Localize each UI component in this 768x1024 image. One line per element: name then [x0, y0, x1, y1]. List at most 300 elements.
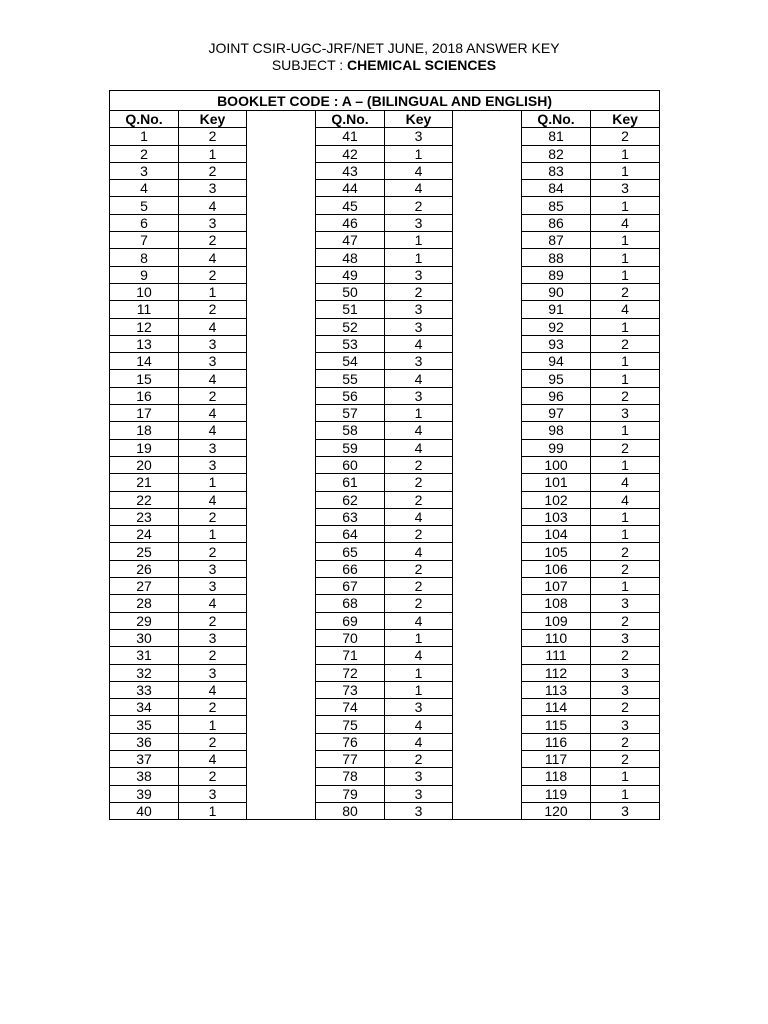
- column-gap: [453, 560, 522, 577]
- table-row: [110, 387, 660, 404]
- question-number: 110: [522, 629, 591, 646]
- answer-key: 3: [179, 439, 247, 456]
- answer-key: 3: [179, 664, 247, 681]
- question-number: 68: [316, 595, 385, 612]
- question-number: 120: [522, 802, 591, 819]
- question-number: 58: [316, 422, 385, 439]
- answer-key: 4: [385, 180, 453, 197]
- question-number: 113: [522, 681, 591, 698]
- question-number: 38: [110, 768, 179, 785]
- answer-key: 1: [179, 802, 247, 819]
- table-row: [110, 508, 660, 525]
- answer-key: 2: [179, 387, 247, 404]
- answer-key: 2: [179, 508, 247, 525]
- answer-key: 3: [179, 335, 247, 352]
- answer-key: 2: [591, 439, 660, 456]
- answer-key: 3: [385, 266, 453, 283]
- table-row: [110, 439, 660, 456]
- column-gap: [453, 162, 522, 179]
- column-header-qno: Q.No.: [110, 111, 179, 128]
- question-number: 95: [522, 370, 591, 387]
- column-gap: [247, 474, 316, 491]
- question-number: 45: [316, 197, 385, 214]
- answer-key: 4: [385, 733, 453, 750]
- question-number: 57: [316, 405, 385, 422]
- answer-key: 4: [385, 335, 453, 352]
- answer-key: 2: [179, 266, 247, 283]
- answer-key: 3: [591, 180, 660, 197]
- column-gap: [247, 301, 316, 318]
- column-gap: [247, 111, 316, 128]
- answer-key: 2: [385, 456, 453, 473]
- question-number: 76: [316, 733, 385, 750]
- question-number: 39: [110, 785, 179, 802]
- column-gap: [453, 353, 522, 370]
- table-row: [110, 699, 660, 716]
- column-gap: [247, 439, 316, 456]
- column-gap: [453, 439, 522, 456]
- answer-key: 2: [385, 750, 453, 767]
- answer-rows: [110, 128, 660, 820]
- question-number: 112: [522, 664, 591, 681]
- answer-key: 2: [591, 647, 660, 664]
- answer-key: 4: [179, 595, 247, 612]
- column-gap: [247, 578, 316, 595]
- column-gap: [247, 491, 316, 508]
- answer-key: 4: [385, 716, 453, 733]
- column-gap: [453, 232, 522, 249]
- table-row: [110, 750, 660, 767]
- question-number: 7: [110, 232, 179, 249]
- answer-key: 1: [385, 249, 453, 266]
- question-number: 25: [110, 543, 179, 560]
- column-gap: [247, 595, 316, 612]
- answer-key: 1: [385, 145, 453, 162]
- question-number: 79: [316, 785, 385, 802]
- question-number: 24: [110, 526, 179, 543]
- answer-key: 1: [385, 681, 453, 698]
- question-number: 82: [522, 145, 591, 162]
- question-number: 36: [110, 733, 179, 750]
- question-number: 37: [110, 750, 179, 767]
- question-number: 1: [110, 128, 179, 145]
- answer-key: 3: [385, 699, 453, 716]
- question-number: 59: [316, 439, 385, 456]
- column-gap: [453, 111, 522, 128]
- answer-key: 1: [591, 162, 660, 179]
- column-gap: [247, 526, 316, 543]
- question-number: 28: [110, 595, 179, 612]
- answer-key: 2: [591, 283, 660, 300]
- question-number: 51: [316, 301, 385, 318]
- column-gap: [247, 214, 316, 231]
- column-gap: [453, 802, 522, 819]
- column-gap: [247, 318, 316, 335]
- answer-key: 1: [591, 785, 660, 802]
- column-gap: [453, 612, 522, 629]
- column-gap: [247, 266, 316, 283]
- answer-key: 2: [591, 612, 660, 629]
- answer-key: 2: [179, 232, 247, 249]
- question-number: 115: [522, 716, 591, 733]
- answer-key: 1: [591, 266, 660, 283]
- answer-key: 3: [591, 405, 660, 422]
- answer-key: 2: [385, 283, 453, 300]
- question-number: 107: [522, 578, 591, 595]
- answer-key: 4: [179, 491, 247, 508]
- answer-key: 1: [591, 353, 660, 370]
- table-row: [110, 612, 660, 629]
- table-row: [110, 335, 660, 352]
- answer-key: 1: [591, 370, 660, 387]
- answer-key: 2: [179, 647, 247, 664]
- answer-key: 1: [591, 232, 660, 249]
- question-number: 75: [316, 716, 385, 733]
- column-gap: [247, 750, 316, 767]
- answer-key: 3: [179, 456, 247, 473]
- question-number: 71: [316, 647, 385, 664]
- question-number: 60: [316, 456, 385, 473]
- table-row: [110, 768, 660, 785]
- answer-key: 2: [385, 197, 453, 214]
- question-number: 54: [316, 353, 385, 370]
- answer-key: 2: [385, 491, 453, 508]
- table-row: [110, 128, 660, 145]
- column-gap: [247, 456, 316, 473]
- table-row: [110, 664, 660, 681]
- table-row: [110, 180, 660, 197]
- question-number: 83: [522, 162, 591, 179]
- column-gap: [453, 526, 522, 543]
- column-gap: [247, 681, 316, 698]
- column-gap: [453, 387, 522, 404]
- table-row: [110, 526, 660, 543]
- answer-key: 1: [385, 664, 453, 681]
- column-gap: [247, 612, 316, 629]
- question-number: 119: [522, 785, 591, 802]
- column-gap: [453, 681, 522, 698]
- column-gap: [247, 543, 316, 560]
- question-number: 53: [316, 335, 385, 352]
- answer-key: 3: [385, 214, 453, 231]
- answer-key: 2: [179, 733, 247, 750]
- question-number: 26: [110, 560, 179, 577]
- booklet-code-title: BOOKLET CODE : A – (BILINGUAL AND ENGLISH): [110, 91, 660, 111]
- column-gap: [247, 664, 316, 681]
- question-number: 90: [522, 283, 591, 300]
- answer-key: 4: [385, 422, 453, 439]
- answer-key: 2: [591, 750, 660, 767]
- column-gap: [453, 128, 522, 145]
- document-title: JOINT CSIR-UGC-JRF/NET JUNE, 2018 ANSWER KEY: [208, 40, 560, 56]
- question-number: 21: [110, 474, 179, 491]
- question-number: 88: [522, 249, 591, 266]
- answer-key: 2: [385, 560, 453, 577]
- answer-key: 3: [385, 128, 453, 145]
- question-number: 47: [316, 232, 385, 249]
- question-number: 103: [522, 508, 591, 525]
- answer-key: 1: [591, 145, 660, 162]
- answer-key: 4: [179, 318, 247, 335]
- answer-key: 2: [179, 699, 247, 716]
- answer-key: 4: [385, 370, 453, 387]
- answer-key: 1: [385, 405, 453, 422]
- column-gap: [247, 335, 316, 352]
- table-row: [110, 802, 660, 819]
- question-number: 12: [110, 318, 179, 335]
- column-gap: [453, 335, 522, 352]
- table-row: [110, 595, 660, 612]
- question-number: 18: [110, 422, 179, 439]
- table-row: [110, 197, 660, 214]
- column-gap: [247, 733, 316, 750]
- answer-key: 4: [179, 750, 247, 767]
- column-header-key: Key: [385, 111, 453, 128]
- question-number: 85: [522, 197, 591, 214]
- column-gap: [247, 370, 316, 387]
- answer-key-table: [109, 90, 660, 820]
- document-header: [0, 40, 768, 74]
- column-gap: [247, 249, 316, 266]
- answer-key: 4: [591, 491, 660, 508]
- column-gap: [453, 474, 522, 491]
- column-gap: [247, 353, 316, 370]
- table-row: [110, 474, 660, 491]
- answer-key: 2: [179, 128, 247, 145]
- column-gap: [453, 180, 522, 197]
- question-number: 104: [522, 526, 591, 543]
- question-number: 62: [316, 491, 385, 508]
- question-number: 117: [522, 750, 591, 767]
- question-number: 108: [522, 595, 591, 612]
- question-number: 65: [316, 543, 385, 560]
- column-gap: [247, 768, 316, 785]
- question-number: 10: [110, 283, 179, 300]
- question-number: 94: [522, 353, 591, 370]
- answer-key: 2: [385, 526, 453, 543]
- answer-key: 3: [385, 785, 453, 802]
- question-number: 50: [316, 283, 385, 300]
- column-gap: [453, 301, 522, 318]
- column-gap: [247, 162, 316, 179]
- column-gap: [247, 387, 316, 404]
- question-number: 102: [522, 491, 591, 508]
- question-number: 100: [522, 456, 591, 473]
- question-number: 42: [316, 145, 385, 162]
- question-number: 97: [522, 405, 591, 422]
- table-row: [110, 422, 660, 439]
- column-gap: [453, 283, 522, 300]
- answer-key: 2: [179, 768, 247, 785]
- question-number: 96: [522, 387, 591, 404]
- question-number: 81: [522, 128, 591, 145]
- table-row: [110, 733, 660, 750]
- answer-key: 3: [385, 802, 453, 819]
- column-gap: [247, 802, 316, 819]
- answer-key: 3: [591, 629, 660, 646]
- question-number: 43: [316, 162, 385, 179]
- answer-key: 3: [591, 681, 660, 698]
- table-row: [110, 214, 660, 231]
- question-number: 74: [316, 699, 385, 716]
- question-number: 17: [110, 405, 179, 422]
- question-number: 87: [522, 232, 591, 249]
- column-gap: [453, 543, 522, 560]
- answer-key: 1: [179, 716, 247, 733]
- column-header-qno: Q.No.: [522, 111, 591, 128]
- answer-key: 1: [179, 526, 247, 543]
- table-row: [110, 405, 660, 422]
- question-number: 72: [316, 664, 385, 681]
- answer-key: 3: [179, 180, 247, 197]
- column-gap: [247, 785, 316, 802]
- answer-key: 2: [385, 474, 453, 491]
- column-gap: [247, 405, 316, 422]
- answer-key: 1: [591, 526, 660, 543]
- column-gap: [247, 629, 316, 646]
- column-gap: [453, 578, 522, 595]
- column-gap: [453, 197, 522, 214]
- answer-key: 4: [591, 214, 660, 231]
- question-number: 32: [110, 664, 179, 681]
- answer-key: 1: [591, 318, 660, 335]
- question-number: 55: [316, 370, 385, 387]
- column-gap: [453, 214, 522, 231]
- answer-key: 3: [385, 387, 453, 404]
- question-number: 63: [316, 508, 385, 525]
- answer-key: 1: [591, 422, 660, 439]
- question-number: 2: [110, 145, 179, 162]
- question-number: 14: [110, 353, 179, 370]
- column-gap: [453, 370, 522, 387]
- column-gap: [453, 145, 522, 162]
- table-row: [110, 249, 660, 266]
- answer-key: 1: [179, 474, 247, 491]
- question-number: 5: [110, 197, 179, 214]
- table-row: [110, 629, 660, 646]
- answer-key: 1: [179, 283, 247, 300]
- question-number: 73: [316, 681, 385, 698]
- question-number: 49: [316, 266, 385, 283]
- column-gap: [453, 491, 522, 508]
- question-number: 78: [316, 768, 385, 785]
- question-number: 22: [110, 491, 179, 508]
- answer-key: 4: [385, 647, 453, 664]
- answer-key: 3: [385, 768, 453, 785]
- question-number: 27: [110, 578, 179, 595]
- column-gap: [453, 699, 522, 716]
- question-number: 13: [110, 335, 179, 352]
- answer-key: 1: [591, 197, 660, 214]
- question-number: 23: [110, 508, 179, 525]
- answer-key: 4: [385, 439, 453, 456]
- question-number: 30: [110, 629, 179, 646]
- answer-key: 2: [591, 543, 660, 560]
- column-gap: [453, 664, 522, 681]
- answer-key: 3: [591, 716, 660, 733]
- question-number: 111: [522, 647, 591, 664]
- table-row: [110, 491, 660, 508]
- question-number: 91: [522, 301, 591, 318]
- answer-key: 2: [385, 595, 453, 612]
- answer-key: 2: [591, 335, 660, 352]
- answer-key: 1: [591, 578, 660, 595]
- answer-key: 4: [385, 612, 453, 629]
- answer-key: 2: [591, 699, 660, 716]
- question-number: 116: [522, 733, 591, 750]
- question-number: 31: [110, 647, 179, 664]
- answer-key: 4: [179, 370, 247, 387]
- answer-key: 1: [591, 768, 660, 785]
- column-gap: [453, 318, 522, 335]
- question-number: 41: [316, 128, 385, 145]
- answer-key: 3: [179, 353, 247, 370]
- column-header-key: Key: [591, 111, 660, 128]
- question-number: 114: [522, 699, 591, 716]
- table-row: [110, 578, 660, 595]
- answer-key: 3: [591, 664, 660, 681]
- question-number: 11: [110, 301, 179, 318]
- question-number: 20: [110, 456, 179, 473]
- column-gap: [247, 232, 316, 249]
- question-number: 105: [522, 543, 591, 560]
- question-number: 67: [316, 578, 385, 595]
- column-gap: [247, 716, 316, 733]
- answer-key: 2: [385, 578, 453, 595]
- table-row: [110, 785, 660, 802]
- question-number: 9: [110, 266, 179, 283]
- question-number: 84: [522, 180, 591, 197]
- column-gap: [247, 180, 316, 197]
- question-number: 3: [110, 162, 179, 179]
- answer-key: 1: [591, 456, 660, 473]
- column-gap: [247, 128, 316, 145]
- answer-key: 3: [179, 578, 247, 595]
- question-number: 80: [316, 802, 385, 819]
- question-number: 35: [110, 716, 179, 733]
- answer-key: 4: [385, 543, 453, 560]
- question-number: 46: [316, 214, 385, 231]
- question-number: 4: [110, 180, 179, 197]
- answer-key: 4: [179, 405, 247, 422]
- answer-key: 1: [591, 508, 660, 525]
- question-number: 66: [316, 560, 385, 577]
- subject-line: [0, 57, 768, 74]
- question-number: 106: [522, 560, 591, 577]
- column-gap: [247, 508, 316, 525]
- table-row: [110, 301, 660, 318]
- question-number: 101: [522, 474, 591, 491]
- column-gap: [453, 785, 522, 802]
- question-number: 89: [522, 266, 591, 283]
- answer-key: 4: [179, 197, 247, 214]
- answer-key: 2: [179, 301, 247, 318]
- question-number: 56: [316, 387, 385, 404]
- question-number: 40: [110, 802, 179, 819]
- table-row: [110, 560, 660, 577]
- question-number: 48: [316, 249, 385, 266]
- question-number: 34: [110, 699, 179, 716]
- question-number: 118: [522, 768, 591, 785]
- answer-key: 3: [591, 802, 660, 819]
- table-row: [110, 145, 660, 162]
- table-row: [110, 318, 660, 335]
- table-row: [110, 681, 660, 698]
- answer-key: 4: [179, 249, 247, 266]
- answer-key: 3: [385, 318, 453, 335]
- column-gap: [453, 750, 522, 767]
- question-number: 98: [522, 422, 591, 439]
